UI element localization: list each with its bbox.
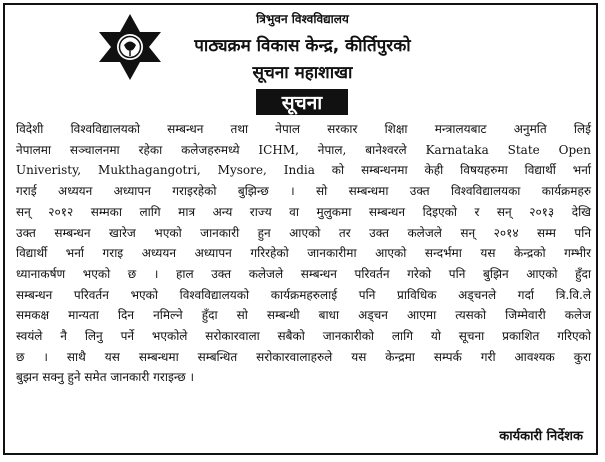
body-line: विदेशी विश्वविद्यालयको सम्बन्धन तथा नेपाल सरकार शिक्षा मन्त्रालयबाट अनुमति लिई	[16, 122, 591, 136]
body-line: नेपालमा सञ्चालनमा रहेका कलेजहरुमध्ये ICHM, नेपाल, बानेश्वरले Karnataka State Open	[16, 142, 591, 157]
body-line: विद्यार्थी भर्ना गराइ अध्ययन अध्यापन गरिरहेको जानकारीमा आएको सन्दर्भमा यस केन्द्रको गम्भीर	[16, 246, 591, 261]
body-line: उक्त सम्बन्धन खारेज भएको जानकारी हुन आएको तर उक्त कलेजले सन् २०१४ सम्म पनि	[16, 225, 591, 240]
body-line: ध्यानाकर्षण भएको छ । हाल उक्त कलेजले सम्बन्धन परिवर्तन गरेको पनि बुझिन आएको हुँदा	[16, 266, 591, 281]
body-line: सम्बन्धन परिवर्तन भएको विश्वविद्यालयको कार्यक्रमहरुलाई पनि प्राविधिक अड्चनले गर्दा त्रि.वि.ले	[16, 287, 591, 302]
body-line: Univeristy, Mukthagangotri, Mysore, India को सम्बन्धनमा केही विषयहरुमा विद्यार्थी भर्ना	[16, 163, 591, 178]
branch-name: सूचना महाशाखा	[252, 63, 353, 83]
signature-title: कार्यकारी निर्देशक	[499, 429, 583, 444]
notice-body	[16, 119, 591, 388]
body-line: गराई अध्ययन अध्यापन गराइरहेको बुझिन्छ । सो सम्बन्धमा उक्त विश्वविद्यालयका कार्यक्रमहरु	[16, 184, 591, 199]
body-line: छ । साथै यस सम्बन्धमा सम्बन्धित सरोकारवालाहरुले यस केन्द्रमा सम्पर्क गरी आवश्यक कुरा	[16, 349, 591, 364]
body-line: सन् २०१२ सम्मका लागि मात्र अन्य राज्य वा मुलुकमा सम्बन्धन दिइएको र सन् २०१३ देखि	[16, 204, 591, 219]
center-name: पाठ्यक्रम विकास केन्द्र, कीर्तिपुरको	[194, 36, 411, 56]
notice-title-badge: सूचना	[256, 89, 348, 115]
university-name: त्रिभुवन विश्वविद्यालय	[256, 12, 349, 26]
body-line: स्वयंले नै लिनु पर्ने भएकोले सरोकारवाला सबैको जानकारीको लागि यो सूचना प्रकाशित गरिएको	[16, 329, 591, 344]
body-line: समकक्ष मान्यता दिन नमिल्ने हुँदा सो सम्बन्धी बाधा अड्चन आएमा त्यसको जिम्मेवारी कलेज	[16, 308, 591, 323]
body-line: बुझन सक्नु हुने समेत जानकारी गराइन्छ ।	[16, 370, 195, 385]
